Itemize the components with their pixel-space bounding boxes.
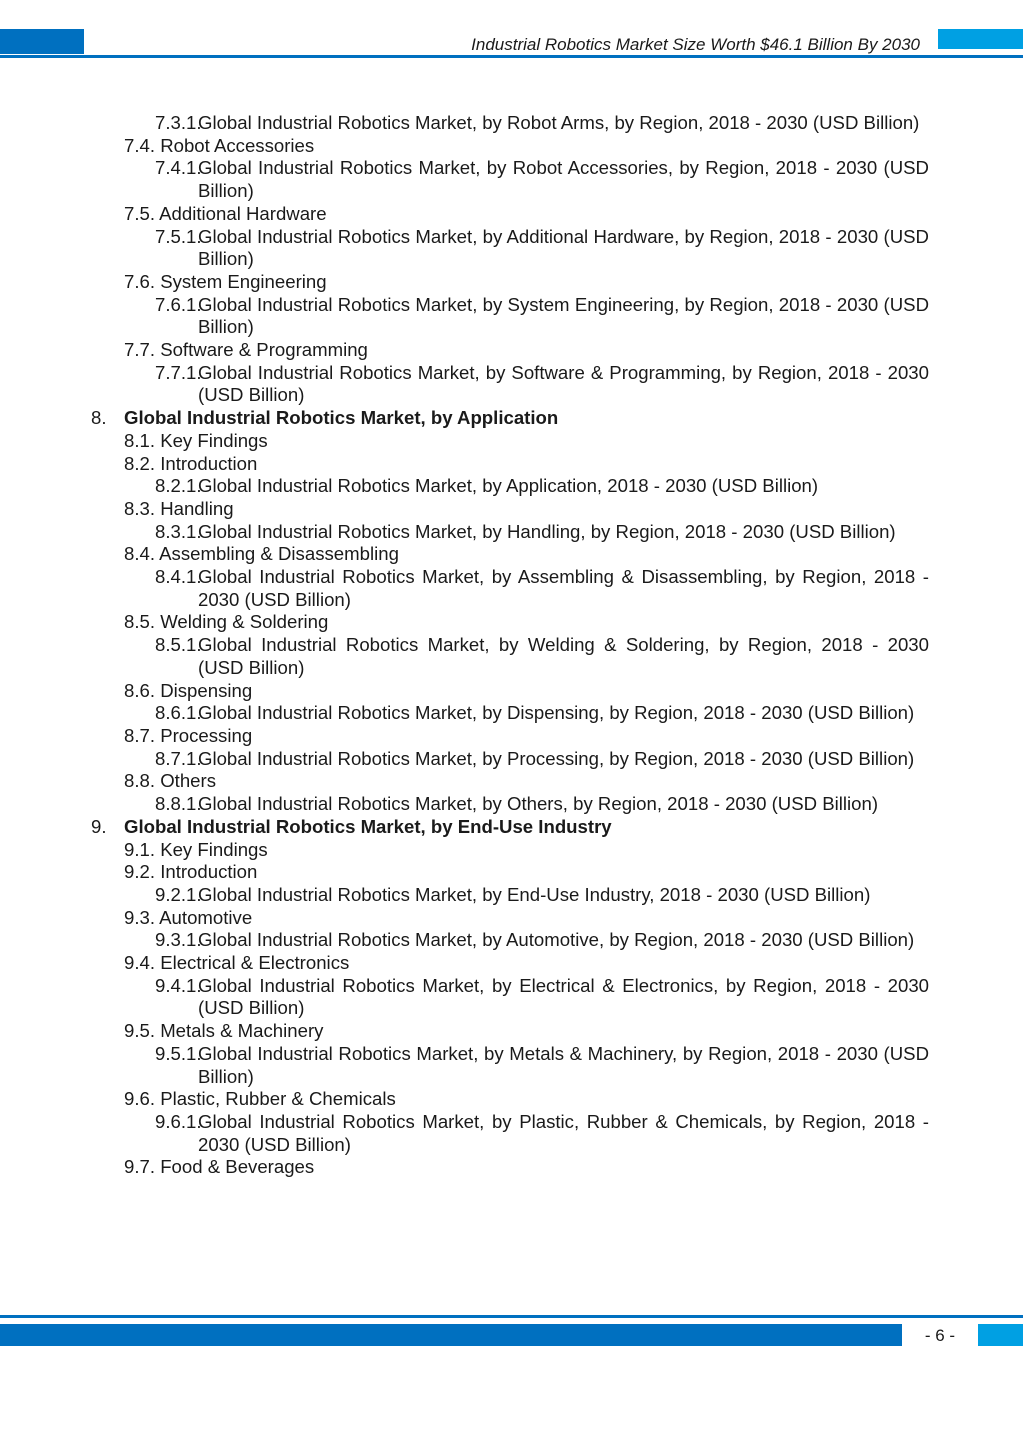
- toc-entry-number: 8.7.: [124, 724, 156, 746]
- toc-entry-number: 7.6.: [124, 270, 156, 292]
- toc-entry-level-3[interactable]: [0, 157, 929, 202]
- toc-entry-number: 9.3.1.: [155, 929, 202, 951]
- toc-entry-level-3[interactable]: [0, 294, 929, 339]
- footer-accent-block-right: [978, 1324, 1023, 1346]
- toc-entry-title: Global Industrial Robotics Market, by Assembling & Disassembling, by Region, 2018 - 2030 (USD Billion): [198, 566, 929, 610]
- toc-entry-number: 8.5.: [124, 611, 156, 633]
- toc-entry-number: 9.6.: [124, 1088, 156, 1110]
- footer-divider: [0, 1315, 1023, 1318]
- toc-entry-number: 9.1.: [124, 838, 156, 860]
- toc-entry-title: Global Industrial Robotics Market, by Application, 2018 - 2030 (USD Billion): [198, 475, 819, 497]
- toc-entry-title: Global Industrial Robotics Market, by Software & Programming, by Region, 2018 - 2030 (USD Billion): [198, 361, 929, 406]
- toc-entry-title: Global Industrial Robotics Market, by Robot Arms, by Region, 2018 - 2030 (USD Billion): [198, 112, 920, 133]
- toc-entry-title: Dispensing: [160, 679, 253, 701]
- toc-entry-level-2[interactable]: [0, 952, 929, 975]
- toc-entry-title: Global Industrial Robotics Market, by Dispensing, by Region, 2018 - 2030 (USD Billion): [198, 702, 915, 724]
- toc-entry-level-2[interactable]: [0, 907, 929, 930]
- toc-entry-level-3[interactable]: [0, 1111, 929, 1156]
- toc-entry-number: 8.3.: [124, 497, 156, 519]
- toc-entry-number: 8.5.1.: [155, 634, 202, 656]
- toc-entry-number: 8.6.1.: [155, 702, 202, 724]
- toc-entry-number: 9.2.: [124, 861, 156, 883]
- toc-entry-title: Global Industrial Robotics Market, by Others, by Region, 2018 - 2030 (USD Billion): [198, 793, 879, 815]
- toc-entry-title: Global Industrial Robotics Market, by System Engineering, by Region, 2018 - 2030 (USD Billion): [198, 293, 929, 338]
- table-of-contents: [0, 112, 1023, 1179]
- toc-entry-number: 9.4.1.: [155, 974, 202, 996]
- toc-entry-title: Global Industrial Robotics Market, by Processing, by Region, 2018 - 2030 (USD Billion): [198, 747, 915, 769]
- toc-entry-title: Introduction: [160, 452, 258, 474]
- toc-entry-title: Global Industrial Robotics Market, by End-Use Industry, 2018 - 2030 (USD Billion): [198, 883, 871, 905]
- header-accent-block-right: [938, 29, 1023, 49]
- toc-entry-level-2[interactable]: [0, 725, 929, 748]
- toc-entry-level-3[interactable]: [0, 634, 929, 679]
- toc-entry-number: 7.5.: [124, 202, 156, 224]
- toc-entry-level-2[interactable]: [0, 135, 929, 158]
- toc-entry-title: Global Industrial Robotics Market, by Metals & Machinery, by Region, 2018 - 2030 (USD Billion): [198, 1042, 929, 1087]
- toc-entry-title: Global Industrial Robotics Market, by Automotive, by Region, 2018 - 2030 (USD Billion): [198, 929, 915, 951]
- toc-entry-level-3[interactable]: [0, 566, 929, 611]
- toc-entry-level-3[interactable]: [0, 521, 929, 544]
- toc-entry-level-3[interactable]: [0, 226, 929, 271]
- toc-entry-number: 8.8.: [124, 770, 156, 792]
- toc-entry-level-2[interactable]: [0, 861, 929, 884]
- toc-entry-number: 9.3.: [124, 906, 156, 928]
- toc-entry-level-2[interactable]: [0, 271, 929, 294]
- toc-entry-title: Global Industrial Robotics Market, by Electrical & Electronics, by Region, 2018 - 2030 (USD Billion): [198, 974, 929, 1019]
- toc-entry-level-2[interactable]: [0, 1020, 929, 1043]
- toc-entry-title: Additional Hardware: [159, 202, 327, 224]
- toc-entry-level-2[interactable]: [0, 680, 929, 703]
- toc-entry-title: Key Findings: [160, 429, 268, 451]
- toc-entry-title: Software & Programming: [160, 339, 368, 361]
- toc-entry-number: 8.4.: [124, 543, 156, 565]
- toc-entry-level-2[interactable]: [0, 839, 929, 862]
- toc-entry-number: 7.7.: [124, 339, 156, 361]
- toc-entry-title: Key Findings: [160, 838, 268, 860]
- toc-entry-number: 7.4.1.: [155, 157, 202, 179]
- toc-entry-level-2[interactable]: [0, 339, 929, 362]
- toc-entry-level-3[interactable]: [0, 362, 929, 407]
- toc-entry-number: 9.6.1.: [155, 1110, 202, 1132]
- toc-entry-title: Automotive: [159, 906, 253, 928]
- toc-entry-level-3[interactable]: [0, 475, 929, 498]
- toc-entry-level-2[interactable]: [0, 498, 929, 521]
- toc-entry-number: 7.5.1.: [155, 225, 202, 247]
- toc-entry-level-3[interactable]: [0, 748, 929, 771]
- toc-entry-title: Global Industrial Robotics Market, by Robot Accessories, by Region, 2018 - 2030 (USD Billion): [198, 157, 929, 202]
- toc-entry-level-3[interactable]: [0, 929, 929, 952]
- toc-entry-number: 9.2.1.: [155, 883, 202, 905]
- toc-entry-level-2[interactable]: [0, 1156, 929, 1179]
- toc-entry-title: Handling: [160, 497, 234, 519]
- toc-entry-level-1[interactable]: [0, 816, 929, 839]
- toc-entry-level-2[interactable]: [0, 770, 929, 793]
- toc-entry-number: 7.4.: [124, 134, 156, 156]
- toc-entry-number: 8.1.: [124, 429, 156, 451]
- toc-entry-title: Robot Accessories: [160, 134, 315, 156]
- toc-entry-number: 8.2.: [124, 452, 156, 474]
- header-divider: [0, 55, 1023, 58]
- toc-entry-title: Global Industrial Robotics Market, by Application: [124, 407, 559, 429]
- toc-entry-number: 9.7.: [124, 1156, 156, 1178]
- toc-entry-level-3[interactable]: [0, 793, 929, 816]
- toc-entry-title: System Engineering: [160, 270, 327, 292]
- toc-entry-level-3[interactable]: [0, 975, 929, 1020]
- toc-entry-title: Global Industrial Robotics Market, by Welding & Soldering, by Region, 2018 - 2030 (USD Billion): [198, 634, 929, 678]
- header-accent-block-left: [0, 29, 84, 54]
- toc-entry-number: 8.7.1.: [155, 747, 202, 769]
- toc-entry-title: Global Industrial Robotics Market, by Additional Hardware, by Region, 2018 - 2030 (USD Billion): [198, 225, 929, 270]
- toc-entry-title: Global Industrial Robotics Market, by Handling, by Region, 2018 - 2030 (USD Billion): [198, 520, 896, 542]
- toc-entry-level-3[interactable]: [0, 112, 929, 135]
- toc-entry-title: Electrical & Electronics: [160, 952, 350, 974]
- toc-entry-level-2[interactable]: [0, 543, 929, 566]
- toc-entry-level-3[interactable]: [0, 1043, 929, 1088]
- toc-entry-title: Others: [160, 770, 216, 792]
- toc-entry-level-2[interactable]: [0, 611, 929, 634]
- toc-entry-number: 8.2.1.: [155, 475, 202, 497]
- toc-entry-level-2[interactable]: [0, 453, 929, 476]
- toc-entry-number: 8.: [91, 407, 107, 429]
- toc-entry-title: Welding & Soldering: [160, 611, 329, 633]
- toc-entry-title: Food & Beverages: [160, 1156, 315, 1178]
- toc-entry-title: Processing: [160, 724, 253, 746]
- toc-entry-level-2[interactable]: [0, 1088, 929, 1111]
- toc-entry-title: Introduction: [160, 861, 258, 883]
- toc-entry-title: Global Industrial Robotics Market, by End-Use Industry: [124, 815, 612, 837]
- toc-entry-title: Assembling & Disassembling: [159, 543, 399, 565]
- toc-entry-level-2[interactable]: [0, 203, 929, 226]
- toc-entry-number: 8.4.1.: [155, 566, 202, 588]
- toc-entry-level-3[interactable]: [0, 884, 929, 907]
- toc-entry-level-2[interactable]: [0, 430, 929, 453]
- footer-accent-bar: [0, 1324, 902, 1346]
- toc-entry-title: Metals & Machinery: [160, 1020, 324, 1042]
- toc-entry-number: 8.6.: [124, 679, 156, 701]
- toc-entry-number: 9.4.: [124, 952, 156, 974]
- toc-entry-title: Global Industrial Robotics Market, by Plastic, Rubber & Chemicals, by Region, 2018 - 2030 (USD Billion): [198, 1110, 929, 1155]
- toc-entry-number: 7.7.1.: [155, 361, 202, 383]
- toc-entry-number: 7.6.1.: [155, 293, 202, 315]
- toc-entry-number: 9.5.: [124, 1020, 156, 1042]
- toc-entry-title: Plastic, Rubber & Chemicals: [160, 1088, 396, 1110]
- toc-entry-level-1[interactable]: [0, 407, 929, 430]
- header-title: Industrial Robotics Market Size Worth $46.1 Billion By 2030: [471, 35, 920, 54]
- toc-entry-number: 8.8.1.: [155, 793, 202, 815]
- toc-entry-number: 9.5.1.: [155, 1042, 202, 1064]
- toc-entry-number: 7.3.1.: [155, 112, 202, 133]
- toc-entry-number: 8.3.1.: [155, 520, 202, 542]
- toc-entry-number: 9.: [91, 815, 107, 837]
- toc-entry-level-3[interactable]: [0, 702, 929, 725]
- page-number: - 6 -: [924, 1326, 956, 1345]
